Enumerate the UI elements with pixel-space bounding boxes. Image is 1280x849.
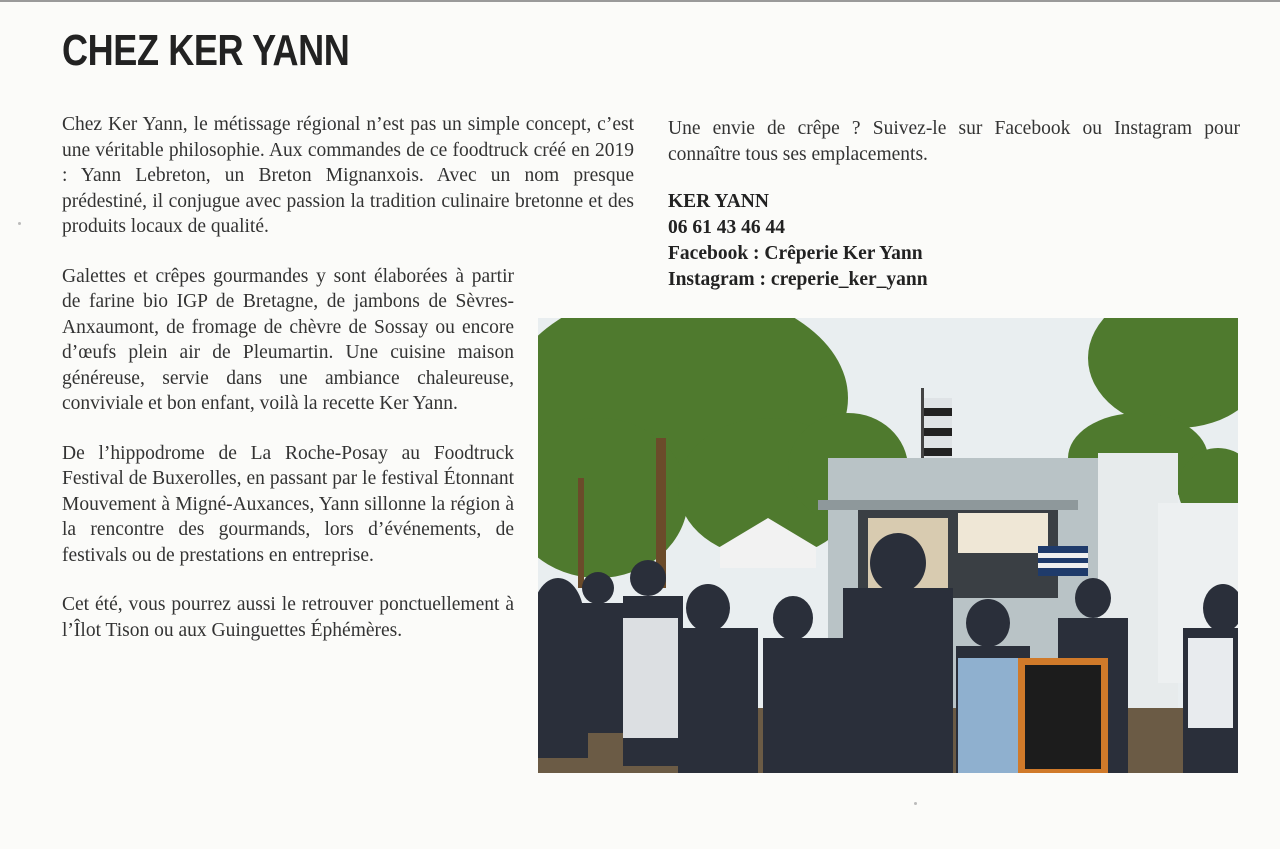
scan-speck — [18, 222, 21, 225]
follow-text: Une envie de crêpe ? Suivez-le sur Facebook ou Instagram pour connaître tous ses emplacements. — [668, 118, 1240, 165]
paragraph-products: Galettes et crêpes gourmandes y sont élaborées à partir de farine bio IGP de Bretagne, de jambons de Sèvres-Anxaumont, de fromage de chèvre de Sossay ou encore d’œufs plein air de Pleumartin. Une cuisine maison généreuse, servie dans une ambiance chaleureuse, conviviale et bon enfant, voilà la recette Ker Yann. — [62, 265, 514, 414]
paragraph-events: De l’hippodrome de La Roche-Posay au Foodtruck Festival de Buxerolles, en passant par le festival Étonnant Mouvement à Migné-Auxances, Yann sillonne la région à la rencontre des gourmands, lors d’événements, de festivals ou de prestations en entreprise. — [62, 442, 514, 566]
paragraph-intro: Chez Ker Yann, le métissage régional n’est pas un simple concept, c’est une véritable philosophie. Aux commandes de ce foodtruck créé en 2019 : Yann Lebreton, un Breton Mignanxois. Avec un nom presque prédestiné, il conjugue avec passion la tradition culinaire bretonne et des produits locaux de qualité. — [62, 114, 634, 237]
sidebar-column — [668, 116, 1240, 293]
page-title: CHEZ KER YANN — [62, 26, 350, 75]
contact-facebook: Facebook : Crêperie Ker Yann — [668, 243, 923, 264]
paragraph-summer: Cet été, vous pourrez aussi le retrouver ponctuellement à l’Îlot Tison ou aux Guinguettes Éphémères. — [62, 594, 514, 641]
contact-block — [668, 189, 1240, 293]
contact-phone: 06 61 43 46 44 — [668, 217, 785, 238]
contact-name: KER YANN — [668, 191, 769, 212]
scan-speck — [914, 802, 917, 805]
foodtruck-photo — [538, 318, 1238, 773]
top-rule — [0, 0, 1280, 2]
foodtruck-photo-illustration — [538, 318, 1238, 773]
contact-instagram: Instagram : creperie_ker_yann — [668, 269, 928, 290]
